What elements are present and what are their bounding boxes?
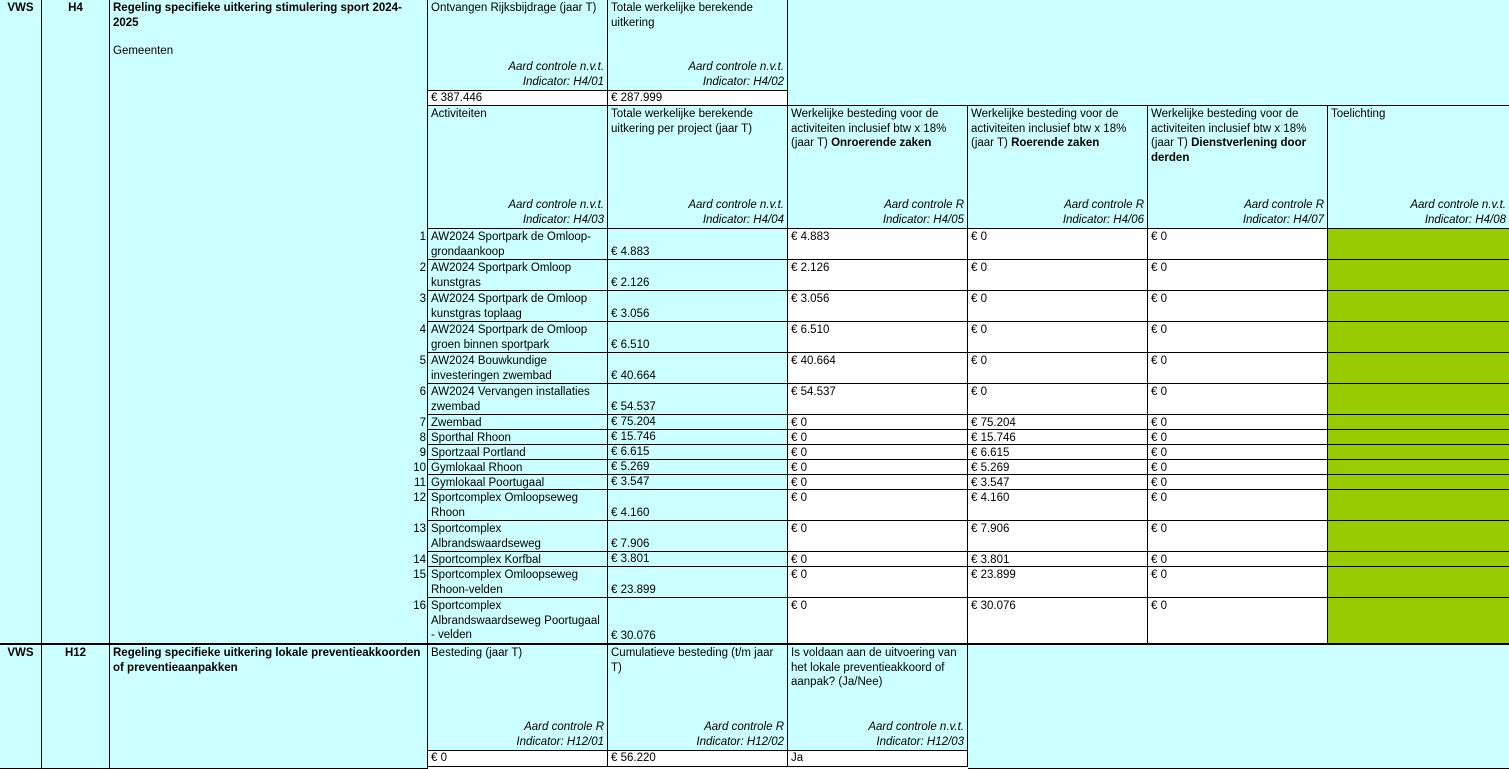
row-number: 6: [419, 386, 426, 398]
roerende-zaken-value[interactable]: € 23.899: [968, 567, 1148, 598]
dienstverlening-value[interactable]: € 0: [1148, 353, 1328, 384]
dienstverlening-value[interactable]: € 0: [1148, 430, 1328, 445]
indicator: Indicator: H4/01: [522, 75, 604, 88]
header-label: Activiteiten: [431, 108, 487, 120]
total-per-project-cell[interactable]: [608, 475, 788, 490]
activity-name[interactable]: Gymlokaal Poortugaal: [428, 475, 608, 490]
header-label: Werkelijke besteding voor de activiteiten inclusief btw x 18% (jaar T) Onroerende zaken: [791, 108, 947, 149]
row-number: 10: [413, 462, 426, 474]
toelichting-input[interactable]: [1328, 322, 1509, 353]
regulation-cell[interactable]: [110, 0, 428, 644]
value-totale-uitkering[interactable]: € 287.999: [608, 91, 788, 106]
activity-name[interactable]: Sportcomplex Korfbal: [428, 552, 608, 567]
total-per-project-cell[interactable]: [608, 521, 788, 552]
row-number: 7: [419, 417, 426, 429]
roerende-zaken-value[interactable]: € 75.204: [968, 415, 1148, 430]
row-number: 5: [419, 355, 426, 367]
toelichting-input[interactable]: [1328, 552, 1509, 567]
indicator: Indicator: H12/02: [696, 735, 784, 748]
value-rijksbijdrage[interactable]: € 387.446: [428, 91, 608, 106]
total-per-project-cell[interactable]: [608, 460, 788, 475]
onroerende-zaken-value[interactable]: € 0: [788, 430, 968, 445]
row-number: 3: [419, 293, 426, 305]
indicator: Indicator: H4/07: [1242, 213, 1324, 226]
onroerende-zaken-value[interactable]: € 54.537: [788, 384, 968, 415]
onroerende-zaken-value[interactable]: € 0: [788, 598, 968, 644]
aard-controle: Aard controle n.v.t.: [868, 720, 964, 733]
total-value: € 4.160: [611, 506, 650, 519]
total-per-project-cell[interactable]: [608, 552, 788, 567]
ministry-cell[interactable]: VWS: [0, 643, 42, 769]
dienstverlening-value[interactable]: € 0: [1148, 445, 1328, 460]
onroerende-zaken-value[interactable]: € 0: [788, 460, 968, 475]
row-number: 11: [414, 477, 426, 489]
toelichting-input[interactable]: [1328, 229, 1509, 260]
activity-name[interactable]: Sportcomplex Omloopseweg Rhoon-velden: [428, 567, 608, 598]
roerende-zaken-value[interactable]: € 3.547: [968, 475, 1148, 490]
activity-name[interactable]: AW2024 Sportpark de Omloop-grondaankoop: [428, 229, 608, 260]
header-besteding[interactable]: [428, 643, 608, 751]
roerende-zaken-value[interactable]: € 5.269: [968, 460, 1148, 475]
aard-controle: Aard controle n.v.t.: [1410, 198, 1506, 211]
roerende-zaken-value[interactable]: € 3.801: [968, 552, 1148, 567]
aard-controle: Aard controle n.v.t.: [508, 60, 604, 73]
ministry-cell[interactable]: VWS: [0, 0, 42, 644]
onroerende-zaken-value[interactable]: € 0: [788, 521, 968, 552]
header-totale-uitkering[interactable]: [608, 0, 788, 91]
value-besteding[interactable]: € 0: [428, 751, 608, 767]
empty-header-area: [788, 0, 1509, 106]
onroerende-zaken-value[interactable]: € 0: [788, 475, 968, 490]
code-cell[interactable]: H4: [42, 0, 110, 644]
indicator: Indicator: H4/04: [702, 213, 784, 226]
header-label: Werkelijke besteding voor de activiteiten inclusief btw x 18% (jaar T) Roerende zaken: [971, 108, 1127, 149]
total-value: € 54.537: [611, 400, 656, 413]
dienstverlening-value[interactable]: € 0: [1148, 291, 1328, 322]
aard-controle: Aard controle n.v.t.: [688, 198, 784, 211]
activity-name[interactable]: Gymlokaal Rhoon: [428, 460, 608, 475]
activity-name[interactable]: Zwembad: [428, 415, 608, 430]
total-per-project-cell[interactable]: [608, 430, 788, 445]
aard-controle: Aard controle R: [1064, 198, 1144, 211]
toelichting-input[interactable]: [1328, 353, 1509, 384]
value-voldaan[interactable]: Ja: [788, 751, 968, 767]
indicator: Indicator: H12/03: [876, 735, 964, 748]
header-rijksbijdrage[interactable]: [428, 0, 608, 91]
row-number: 15: [413, 569, 426, 581]
activity-name[interactable]: Sportcomplex Albrandswaardseweg Poortugaal - velden: [428, 598, 608, 644]
row-number: 16: [413, 600, 426, 612]
code-cell[interactable]: H12: [42, 643, 110, 769]
header-dienstverlening[interactable]: [1148, 106, 1328, 229]
onroerende-zaken-value[interactable]: € 6.510: [788, 322, 968, 353]
activity-name[interactable]: AW2024 Vervangen installaties zwembad: [428, 384, 608, 415]
dienstverlening-value[interactable]: € 0: [1148, 521, 1328, 552]
empty-header-area: [968, 643, 1509, 769]
roerende-zaken-value[interactable]: € 6.615: [968, 445, 1148, 460]
aard-controle: Aard controle R: [524, 720, 604, 733]
total-per-project-cell[interactable]: [608, 260, 788, 291]
row-number: 13: [413, 523, 426, 535]
header-label: Ontvangen Rijksbijdrage (jaar T): [431, 2, 597, 14]
toelichting-input[interactable]: [1328, 567, 1509, 598]
onroerende-zaken-value[interactable]: € 3.056: [788, 291, 968, 322]
onroerende-zaken-value[interactable]: € 0: [788, 445, 968, 460]
dienstverlening-value[interactable]: € 0: [1148, 598, 1328, 644]
roerende-zaken-value[interactable]: € 0: [968, 353, 1148, 384]
roerende-zaken-value[interactable]: € 0: [968, 291, 1148, 322]
indicator: Indicator: H4/06: [1062, 213, 1144, 226]
aard-controle: Aard controle R: [1244, 198, 1324, 211]
header-cumulatieve-besteding[interactable]: [608, 643, 788, 751]
onroerende-zaken-value[interactable]: € 40.664: [788, 353, 968, 384]
onroerende-zaken-value[interactable]: € 2.126: [788, 260, 968, 291]
roerende-zaken-value[interactable]: € 30.076: [968, 598, 1148, 644]
total-value: € 3.801: [611, 552, 650, 565]
header-label: Is voldaan aan de uitvoering van het lokale preventieakkoord of aanpak? (Ja/Nee): [791, 647, 957, 688]
roerende-zaken-value[interactable]: € 0: [968, 322, 1148, 353]
total-value: € 30.076: [611, 629, 656, 642]
toelichting-input[interactable]: [1328, 475, 1509, 490]
total-value: € 2.126: [611, 276, 650, 289]
roerende-zaken-value[interactable]: € 4.160: [968, 490, 1148, 521]
dienstverlening-value[interactable]: € 0: [1148, 384, 1328, 415]
indicator: Indicator: H4/05: [882, 213, 964, 226]
header-uitkering-per-project[interactable]: [608, 106, 788, 229]
onroerende-zaken-value[interactable]: € 0: [788, 552, 968, 567]
header-activiteiten[interactable]: [428, 106, 608, 229]
total-value: € 40.664: [611, 369, 656, 382]
header-label: Toelichting: [1331, 108, 1386, 120]
row-number: 12: [413, 492, 426, 504]
total-value: € 4.883: [611, 245, 650, 258]
activity-name[interactable]: AW2024 Sportpark de Omloop groen binnen sportpark: [428, 322, 608, 353]
onroerende-zaken-value[interactable]: € 0: [788, 415, 968, 430]
total-per-project-cell[interactable]: [608, 322, 788, 353]
roerende-zaken-value[interactable]: € 0: [968, 229, 1148, 260]
header-onroerende-zaken[interactable]: [788, 106, 968, 229]
toelichting-input[interactable]: [1328, 521, 1509, 552]
total-per-project-cell[interactable]: [608, 415, 788, 430]
total-value: € 6.510: [611, 338, 650, 351]
header-label: Totale werkelijke berekende uitkering per project (jaar T): [611, 108, 753, 135]
header-label: Totale werkelijke berekende uitkering: [611, 2, 753, 29]
header-label: Besteding (jaar T): [431, 647, 523, 659]
dienstverlening-value[interactable]: € 0: [1148, 567, 1328, 598]
toelichting-input[interactable]: [1328, 598, 1509, 644]
toelichting-input[interactable]: [1328, 260, 1509, 291]
dienstverlening-value[interactable]: € 0: [1148, 322, 1328, 353]
dienstverlening-value[interactable]: € 0: [1148, 260, 1328, 291]
row-number: 2: [419, 262, 426, 274]
total-value: € 7.906: [611, 537, 650, 550]
total-value: € 15.746: [611, 430, 656, 443]
row-number: 9: [419, 447, 426, 459]
header-label: Werkelijke besteding voor de activiteiten inclusief btw x 18% (jaar T) Dienstverlening door derden: [1151, 108, 1307, 164]
aard-controle: Aard controle R: [884, 198, 964, 211]
total-per-project-cell[interactable]: [608, 445, 788, 460]
toelichting-input[interactable]: [1328, 291, 1509, 322]
total-value: € 23.899: [611, 583, 656, 596]
total-value: € 3.547: [611, 475, 650, 488]
onroerende-zaken-value[interactable]: € 4.883: [788, 229, 968, 260]
regulation-subtitle: Gemeenten: [113, 45, 174, 57]
total-value: € 3.056: [611, 307, 650, 320]
activity-name[interactable]: AW2024 Bouwkundige investeringen zwembad: [428, 353, 608, 384]
onroerende-zaken-value[interactable]: € 0: [788, 490, 968, 521]
row-number: 4: [419, 324, 426, 336]
dienstverlening-value[interactable]: € 0: [1148, 490, 1328, 521]
total-per-project-cell[interactable]: [608, 353, 788, 384]
row-number: 14: [413, 554, 426, 566]
aard-controle: Aard controle n.v.t.: [508, 198, 604, 211]
total-value: € 6.615: [611, 445, 650, 458]
regulation-title[interactable]: Regeling specifieke uitkering lokale preventieakkoorden of preventieaanpakken: [110, 643, 428, 769]
total-per-project-cell[interactable]: [608, 229, 788, 260]
dienstverlening-value[interactable]: € 0: [1148, 475, 1328, 490]
toelichting-input[interactable]: [1328, 415, 1509, 430]
toelichting-input[interactable]: [1328, 430, 1509, 445]
regulation-title: Regeling specifieke uitkering stimulering sport 2024-2025: [113, 2, 402, 29]
dienstverlening-value[interactable]: € 0: [1148, 460, 1328, 475]
roerende-zaken-value[interactable]: € 0: [968, 260, 1148, 291]
row-number: 1: [419, 231, 426, 243]
header-label: Cumulatieve besteding (t/m jaar T): [611, 647, 774, 674]
roerende-zaken-value[interactable]: € 7.906: [968, 521, 1148, 552]
total-per-project-cell[interactable]: [608, 490, 788, 521]
activity-name[interactable]: Sportcomplex Omloopseweg Rhoon: [428, 490, 608, 521]
header-toelichting[interactable]: [1328, 106, 1509, 229]
total-per-project-cell[interactable]: [608, 291, 788, 322]
indicator: Indicator: H12/01: [516, 735, 604, 748]
toelichting-input[interactable]: [1328, 445, 1509, 460]
aard-controle: Aard controle R: [704, 720, 784, 733]
roerende-zaken-value[interactable]: € 0: [968, 384, 1148, 415]
value-cumulatieve-besteding[interactable]: € 56.220: [608, 751, 788, 767]
total-per-project-cell[interactable]: [608, 384, 788, 415]
toelichting-input[interactable]: [1328, 384, 1509, 415]
activity-name[interactable]: Sporthal Rhoon: [428, 430, 608, 445]
total-value: € 5.269: [611, 460, 650, 473]
row-number: 8: [419, 432, 426, 444]
dienstverlening-value[interactable]: € 0: [1148, 552, 1328, 567]
indicator: Indicator: H4/03: [522, 213, 604, 226]
indicator: Indicator: H4/02: [702, 75, 784, 88]
activity-name[interactable]: AW2024 Sportpark de Omloop kunstgras toplaag: [428, 291, 608, 322]
indicator: Indicator: H4/08: [1424, 213, 1506, 226]
toelichting-input[interactable]: [1328, 490, 1509, 521]
dienstverlening-value[interactable]: € 0: [1148, 229, 1328, 260]
activity-name[interactable]: Sportcomplex Albrandswaardseweg: [428, 521, 608, 552]
dienstverlening-value[interactable]: € 0: [1148, 415, 1328, 430]
onroerende-zaken-value[interactable]: € 0: [788, 567, 968, 598]
toelichting-input[interactable]: [1328, 460, 1509, 475]
header-voldaan[interactable]: [788, 643, 968, 751]
activity-name[interactable]: Sportzaal Portland: [428, 445, 608, 460]
aard-controle: Aard controle n.v.t.: [688, 60, 784, 73]
activity-name[interactable]: AW2024 Sportpark Omloop kunstgras: [428, 260, 608, 291]
header-roerende-zaken[interactable]: [968, 106, 1148, 229]
roerende-zaken-value[interactable]: € 15.746: [968, 430, 1148, 445]
total-per-project-cell[interactable]: [608, 598, 788, 644]
total-per-project-cell[interactable]: [608, 567, 788, 598]
total-value: € 75.204: [611, 415, 656, 428]
